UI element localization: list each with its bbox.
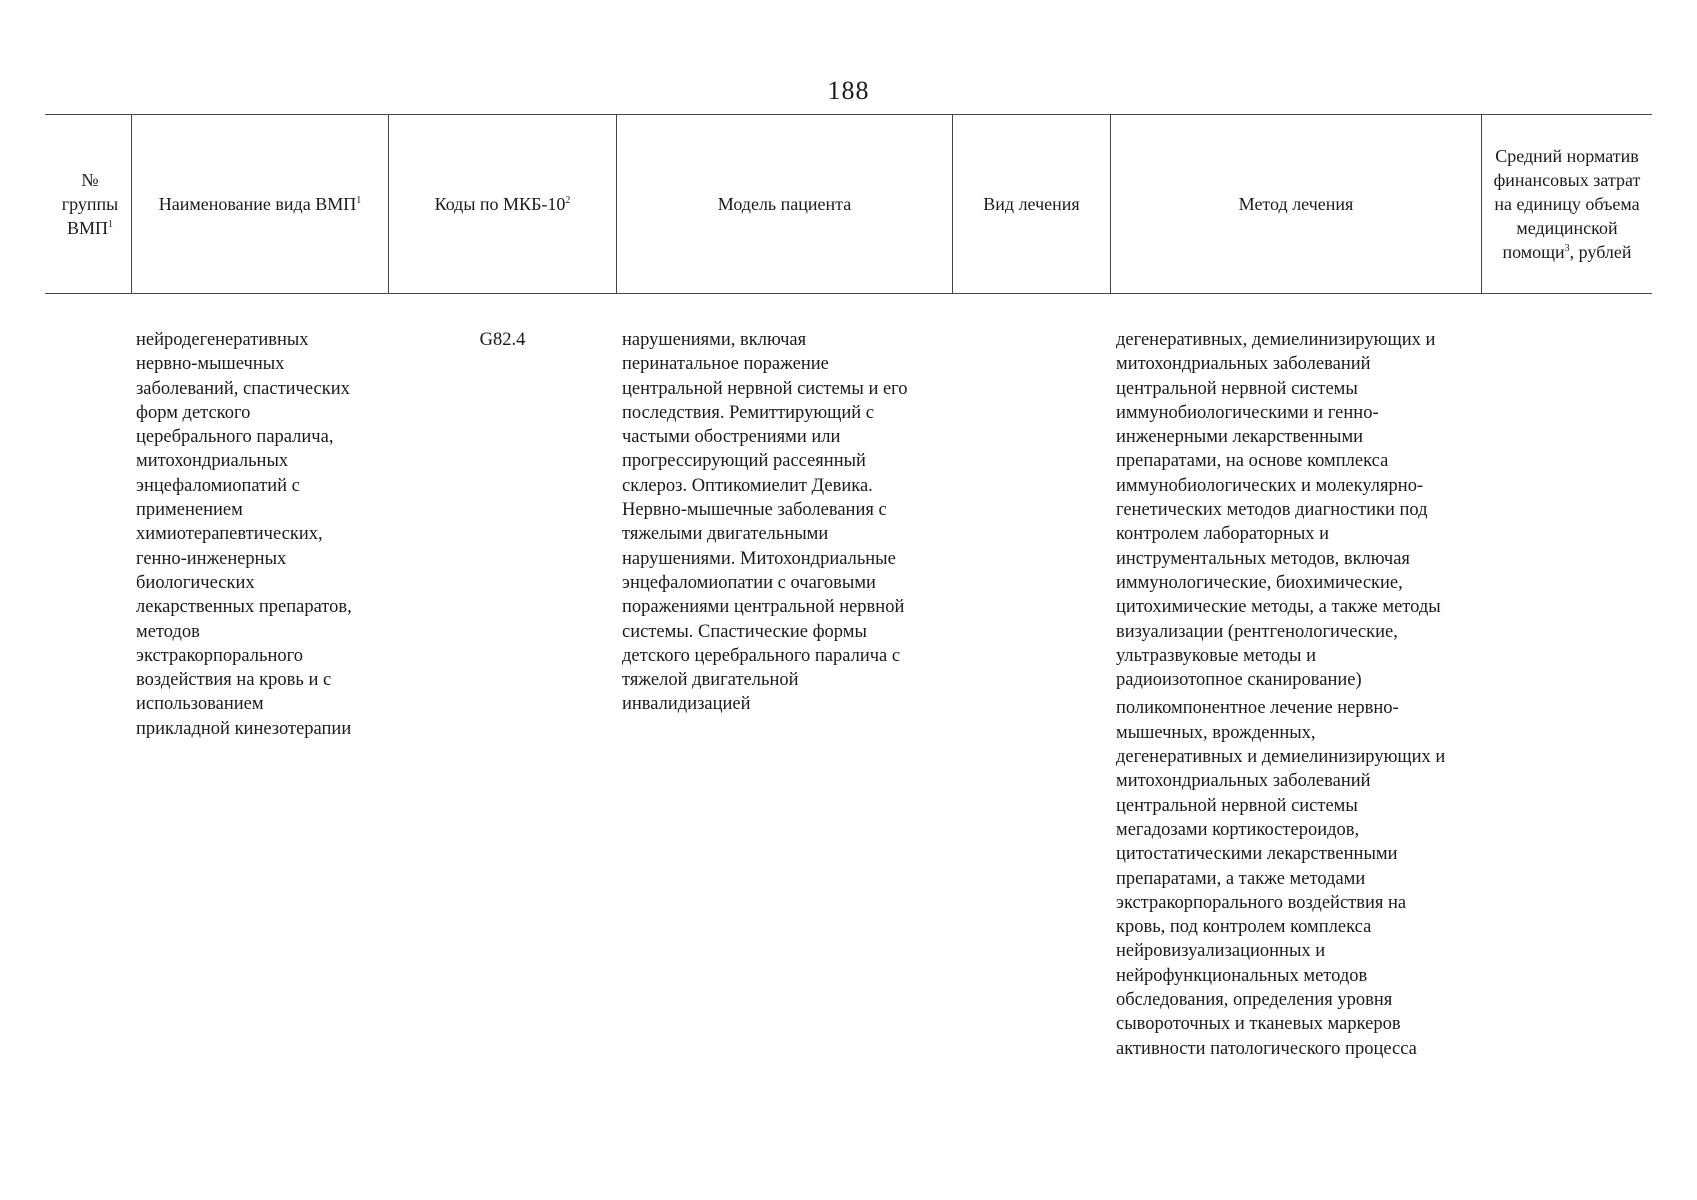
text-line: препаратами, а также методами <box>1116 868 1366 889</box>
method-paragraph <box>1116 328 1481 692</box>
text-line: цитостатическими лекарственными <box>1116 844 1398 865</box>
text-line: митохондриальных <box>136 451 289 472</box>
text-line: нейрофункциональных методов <box>1116 965 1368 986</box>
text-line: центральной нервной системы <box>1116 378 1358 399</box>
cell-vmp-name <box>136 328 386 741</box>
footnote-marker: 1 <box>356 195 362 206</box>
header-cost-standard-unit: , рублей <box>1569 242 1632 262</box>
cell-treatment-method <box>1116 328 1481 1061</box>
footnote-marker: 3 <box>1564 243 1570 254</box>
text-line: применением <box>136 500 243 521</box>
text-line: мегадозами кортикостероидов, <box>1116 819 1360 840</box>
text-line: прикладной кинезотерапии <box>136 718 352 739</box>
text-line: поражениями центральной нервной <box>622 597 905 618</box>
text-line: энцефаломиопатий с <box>136 475 300 496</box>
header-group-number <box>50 115 130 293</box>
text-line: прогрессирующий рассеянный <box>622 451 866 472</box>
header-icd-codes <box>389 115 616 293</box>
header-patient-model-label: Модель пациента <box>717 194 852 214</box>
text-line: ультразвуковые методы и <box>1116 645 1316 666</box>
text-line: митохондриальных заболеваний <box>1116 771 1371 792</box>
text-line: инженерными лекарственными <box>1116 427 1364 448</box>
text-line: тяжелыми двигательными <box>622 524 829 545</box>
header-vmp-name-label: Наименование вида ВМП <box>158 194 357 214</box>
text-line: системы. Спастические формы <box>622 621 867 642</box>
text-line: частыми обострениями или <box>622 427 841 448</box>
text-line: нервно-мышечных <box>136 354 285 375</box>
header-treatment-method-label: Метод лечения <box>1238 194 1354 214</box>
text-line: дегенеративных и демиелинизирующих и <box>1116 747 1446 768</box>
text-line: центральной нервной системы и его <box>622 378 908 399</box>
header-treatment-type-label: Вид лечения <box>983 194 1080 214</box>
page-number: 188 <box>827 76 870 105</box>
header-icd-codes-label: Коды по МКБ-10 <box>434 194 566 214</box>
header-cost-standard <box>1482 115 1652 293</box>
text-line: обследования, определения уровня <box>1116 990 1393 1011</box>
text-line: поликомпонентное лечение нервно- <box>1116 698 1399 719</box>
text-line: тяжелой двигательной <box>622 670 799 691</box>
header-cost-standard-label: Средний норматив финансовых затрат на единицу объема медицинской помощи <box>1493 146 1641 262</box>
text-line: контролем лабораторных и <box>1116 524 1330 545</box>
text-line: нейродегенеративных <box>136 330 309 350</box>
text-line: нарушениями, включая <box>622 330 807 350</box>
text-line: иммунобиологическими и генно- <box>1116 402 1379 423</box>
text-line: радиоизотопное сканирование) <box>1116 670 1362 691</box>
cell-patient-model <box>622 328 952 717</box>
text-line: нарушениями. Митохондриальные <box>622 548 896 569</box>
text-line: Нервно-мышечные заболевания с <box>622 500 887 521</box>
text-line: форм детского <box>136 402 251 423</box>
text-line: мышечных, врожденных, <box>1116 722 1316 743</box>
text-line: заболеваний, спастических <box>136 378 350 399</box>
text-line: препаратами, на основе комплекса <box>1116 451 1389 472</box>
text-line: лекарственных препаратов, <box>136 597 352 618</box>
text-line: цитохимические методы, а также методы <box>1116 597 1441 618</box>
text-line: иммунобиологических и молекулярно- <box>1116 475 1424 496</box>
header-bottom-rule <box>45 293 1652 294</box>
header-patient-model <box>617 115 952 293</box>
text-line: химиотерапевтических, <box>136 524 323 545</box>
text-line: иммунологические, биохимические, <box>1116 572 1403 593</box>
text-line: использованием <box>136 694 264 715</box>
method-paragraph <box>1116 696 1481 1060</box>
text-line: нейровизуализационных и <box>1116 941 1326 962</box>
header-group-number-label: № группы ВМП <box>61 170 119 238</box>
text-line: церебрального паралича, <box>136 427 334 448</box>
icd-code: G82.4 <box>479 330 526 350</box>
footnote-marker: 1 <box>108 219 113 230</box>
text-line: активности патологического процесса <box>1116 1038 1417 1059</box>
text-line: экстракорпорального <box>136 645 303 666</box>
text-line: экстракорпорального воздействия на <box>1116 892 1407 913</box>
text-line: генно-инженерных <box>136 548 287 569</box>
text-line: воздействия на кровь и с <box>136 670 332 691</box>
header-treatment-type <box>953 115 1110 293</box>
text-line: кровь, под контролем комплекса <box>1116 917 1372 938</box>
text-line: центральной нервной системы <box>1116 795 1358 816</box>
text-line: последствия. Ремиттирующий с <box>622 402 875 423</box>
header-vmp-name <box>132 115 388 293</box>
text-line: детского церебрального паралича с <box>622 645 901 666</box>
text-line: сывороточных и тканевых маркеров <box>1116 1014 1401 1035</box>
text-line: перинатальное поражение <box>622 354 829 375</box>
text-line: методов <box>136 621 200 642</box>
footnote-marker: 2 <box>565 195 571 206</box>
text-line: инструментальных методов, включая <box>1116 548 1410 569</box>
text-line: генетических методов диагностики под <box>1116 500 1428 521</box>
cell-icd-code <box>389 328 616 352</box>
text-line: дегенеративных, демиелинизирующих и <box>1116 330 1436 350</box>
header-treatment-method <box>1111 115 1481 293</box>
text-line: митохондриальных заболеваний <box>1116 354 1371 375</box>
text-line: склероз. Оптикомиелит Девика. <box>622 475 873 496</box>
text-line: биологических <box>136 572 255 593</box>
text-line: энцефаломиопатии с очаговыми <box>622 572 876 593</box>
text-line: визуализации (рентгенологические, <box>1116 621 1398 642</box>
text-line: инвалидизацией <box>622 694 751 715</box>
